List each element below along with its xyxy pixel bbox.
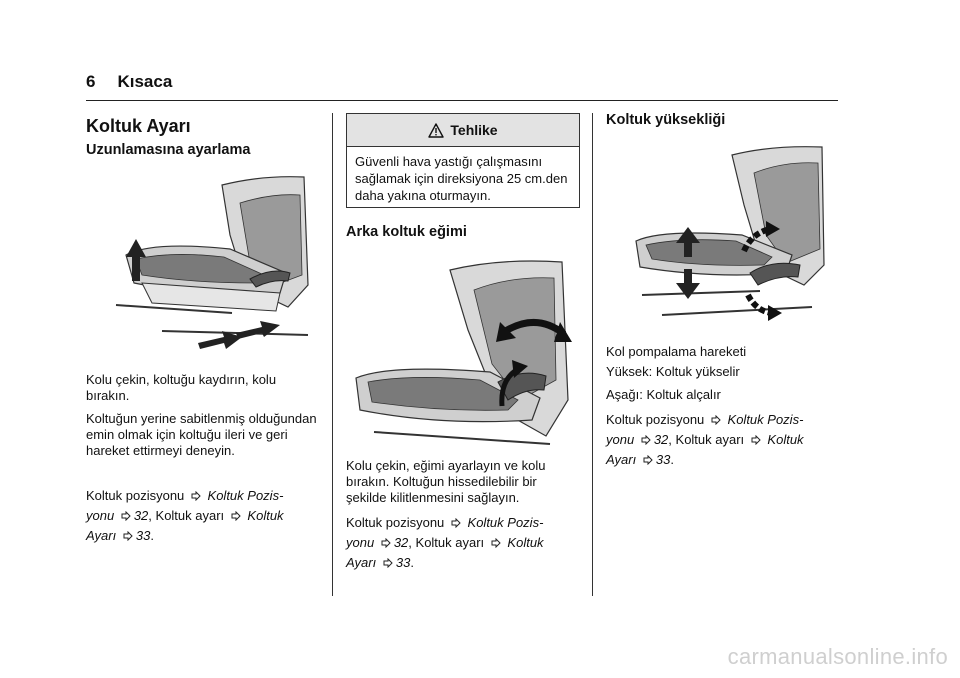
warning-box — [346, 113, 580, 208]
watermark: carmanualsonline.info — [727, 644, 948, 669]
column-divider-2 — [592, 113, 593, 596]
reference-arrow-icon — [383, 558, 393, 568]
seat-height-illustration — [632, 145, 828, 325]
reference-link-seat-adjust[interactable]: Koltuk — [507, 535, 544, 550]
height-text-2: Yüksek: Koltuk yükselir — [606, 364, 740, 379]
height-references: Koltuk pozisyonu Koltuk Pozis- yonu 32, Koltuk ayarı Koltuk Ayarı 33. — [606, 412, 804, 467]
longitudinal-text-1: Kolu çekin, koltuğu kaydırın, kolu bırakın. — [86, 372, 277, 403]
page-number: 6 — [86, 72, 96, 91]
warning-text: Güvenli hava yastığı çalışmasını sağlamak için direksiyona 25 cm.den daha yakına oturmayın. — [355, 154, 568, 203]
longitudinal-references: Koltuk pozisyonu Koltuk Pozis- yonu 32, Koltuk ayarı Koltuk Ayarı 33. — [86, 488, 284, 543]
reference-arrow-icon — [711, 415, 721, 425]
reference-page-number[interactable]: 32 — [393, 535, 409, 550]
reference-page-number[interactable]: 32 — [653, 432, 669, 447]
reference-arrow-icon — [231, 511, 241, 521]
reference-link-seat-position[interactable]: Koltuk Pozis- — [207, 488, 284, 503]
recline-references: Koltuk pozisyonu Koltuk Pozis- yonu 32, Koltuk ayarı Koltuk Ayarı 33. — [346, 515, 544, 570]
warning-header — [347, 114, 579, 147]
seat-recline-illustration — [350, 260, 576, 448]
reference-link-seat-adjust-cont[interactable]: Ayarı — [606, 452, 637, 467]
reference-link-seat-position[interactable]: Koltuk Pozis- — [467, 515, 544, 530]
reference-link-seat-position-cont[interactable]: yonu — [86, 508, 115, 523]
section-title: Kısaca — [117, 72, 173, 91]
reference-page-number[interactable]: 33 — [135, 528, 151, 543]
warning-icon — [428, 123, 444, 138]
seat-longitudinal-illustration — [112, 175, 310, 355]
reference-link-seat-adjust[interactable]: Koltuk — [767, 432, 804, 447]
subtitle-recline: Arka koltuk eğimi — [346, 224, 467, 240]
reference-link-seat-adjust[interactable]: Koltuk — [247, 508, 284, 523]
reference-arrow-icon — [123, 531, 133, 541]
reference-page-number[interactable]: 32 — [133, 508, 149, 523]
column-divider-1 — [332, 113, 333, 596]
subtitle-longitudinal: Uzunlamasına ayarlama — [86, 142, 251, 158]
reference-arrow-icon — [643, 455, 653, 465]
reference-arrow-icon — [191, 491, 201, 501]
height-text-1: Kol pompalama hareketi — [606, 344, 747, 359]
warning-title: Tehlike — [450, 122, 498, 138]
reference-arrow-icon — [381, 538, 391, 548]
subtitle-height: Koltuk yüksekliği — [606, 112, 726, 128]
reference-arrow-icon — [451, 518, 461, 528]
reference-arrow-icon — [641, 435, 651, 445]
reference-link-seat-position[interactable]: Koltuk Pozis- — [727, 412, 804, 427]
reference-link-seat-adjust-cont[interactable]: Ayarı — [86, 528, 117, 543]
reference-arrow-icon — [751, 435, 761, 445]
height-text-3: Aşağı: Koltuk alçalır — [606, 387, 721, 402]
reference-page-number[interactable]: 33 — [655, 452, 671, 467]
page-header — [86, 72, 194, 92]
recline-text: Kolu çekin, eğimi ayarlayın ve kolu bırakın. Koltuğun hissedilebilir bir şekilde kilitlenmesini sağlayın. — [346, 458, 546, 505]
header-rule — [86, 100, 838, 101]
reference-link-seat-adjust-cont[interactable]: Ayarı — [346, 555, 377, 570]
longitudinal-text-2: Koltuğun yerine sabitlenmiş olduğundan emin olmak için koltuğu ileri ve geri hareket ettirmeyi deneyin. — [86, 411, 317, 458]
reference-arrow-icon — [491, 538, 501, 548]
reference-arrow-icon — [121, 511, 131, 521]
reference-page-number[interactable]: 33 — [395, 555, 411, 570]
reference-link-seat-position-cont[interactable]: yonu — [346, 535, 375, 550]
reference-link-seat-position-cont[interactable]: yonu — [606, 432, 635, 447]
main-title: Koltuk Ayarı — [86, 116, 191, 136]
